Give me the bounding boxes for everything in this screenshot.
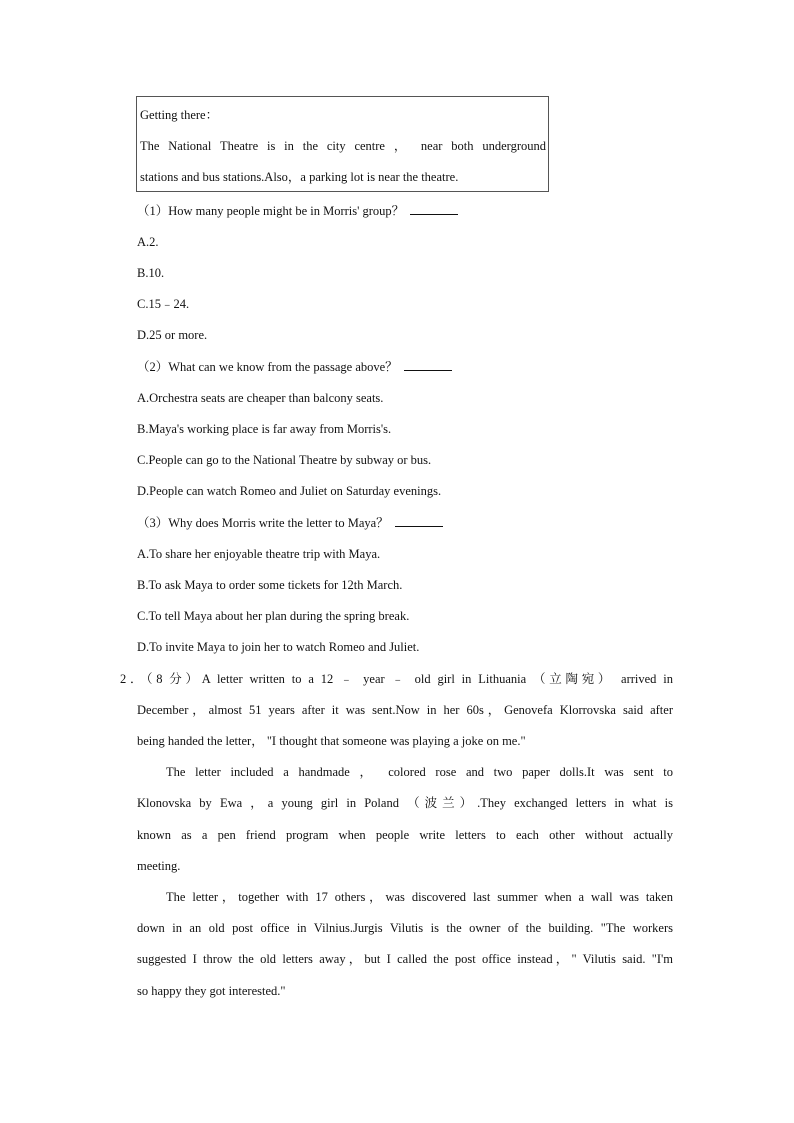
- answer-blank[interactable]: [404, 358, 452, 371]
- option: D.People can watch Romeo and Juliet on Saturday evenings.: [137, 484, 442, 498]
- passage-line: The letter，together with 17 others，was discovered last summer when a wall was taken: [166, 890, 673, 904]
- getting-there-box: [136, 96, 549, 192]
- question-stem: （2）What can we know from the passage above？: [137, 358, 452, 376]
- option: A.Orchestra seats are cheaper than balcony seats.: [137, 391, 384, 405]
- answer-blank[interactable]: [410, 202, 458, 215]
- answer-blank[interactable]: [395, 514, 443, 527]
- option: B.10.: [137, 266, 165, 280]
- passage-line: The letter included a handmade ， colored rose and two paper dolls.It was sent to: [166, 765, 673, 779]
- option: C.15﹣24.: [137, 297, 190, 311]
- box-line: stations and bus stations.Also，a parking lot is near the theatre.: [140, 170, 459, 184]
- option: A.2.: [137, 235, 159, 249]
- box-line: The National Theatre is in the city centre ， near both underground: [140, 139, 546, 153]
- passage-line: being handed the letter， "I thought that someone was playing a joke on me.": [137, 734, 526, 748]
- passage-line: down in an old post office in Vilnius.Jurgis Vilutis is the owner of the building. "The workers: [137, 921, 673, 935]
- option: D.25 or more.: [137, 328, 208, 342]
- option: D.To invite Maya to join her to watch Romeo and Juliet.: [137, 640, 420, 654]
- passage-line: known as a pen friend program when people write letters to each other without actually: [137, 828, 673, 842]
- question-stem: （1）How many people might be in Morris' group？: [137, 202, 458, 220]
- box-heading: Getting there：: [140, 108, 219, 122]
- option: B.To ask Maya to order some tickets for 12th March.: [137, 578, 403, 592]
- passage-line: 2．（8 分）A letter written to a 12 ﹣ year ﹣ old girl in Lithuania （立陶宛） arrived in: [120, 672, 673, 686]
- option: C.People can go to the National Theatre by subway or bus.: [137, 453, 432, 467]
- passage-line: meeting.: [137, 859, 181, 873]
- option: C.To tell Maya about her plan during the spring break.: [137, 609, 410, 623]
- option: A.To share her enjoyable theatre trip with Maya.: [137, 547, 381, 561]
- passage-line: December，almost 51 years after it was sent.Now in her 60s，Genovefa Klorrovska said after: [137, 703, 673, 717]
- question-stem: （3）Why does Morris write the letter to Maya？: [137, 514, 443, 532]
- option: B.Maya's working place is far away from Morris's.: [137, 422, 392, 436]
- passage-line: suggested I throw the old letters away，but I called the post office instead，" Vilutis said. "I'm: [137, 952, 673, 966]
- passage-line: so happy they got interested.": [137, 984, 286, 998]
- passage-line: Klonovska by Ewa ，a young girl in Poland （波兰）.They exchanged letters in what is: [137, 796, 673, 810]
